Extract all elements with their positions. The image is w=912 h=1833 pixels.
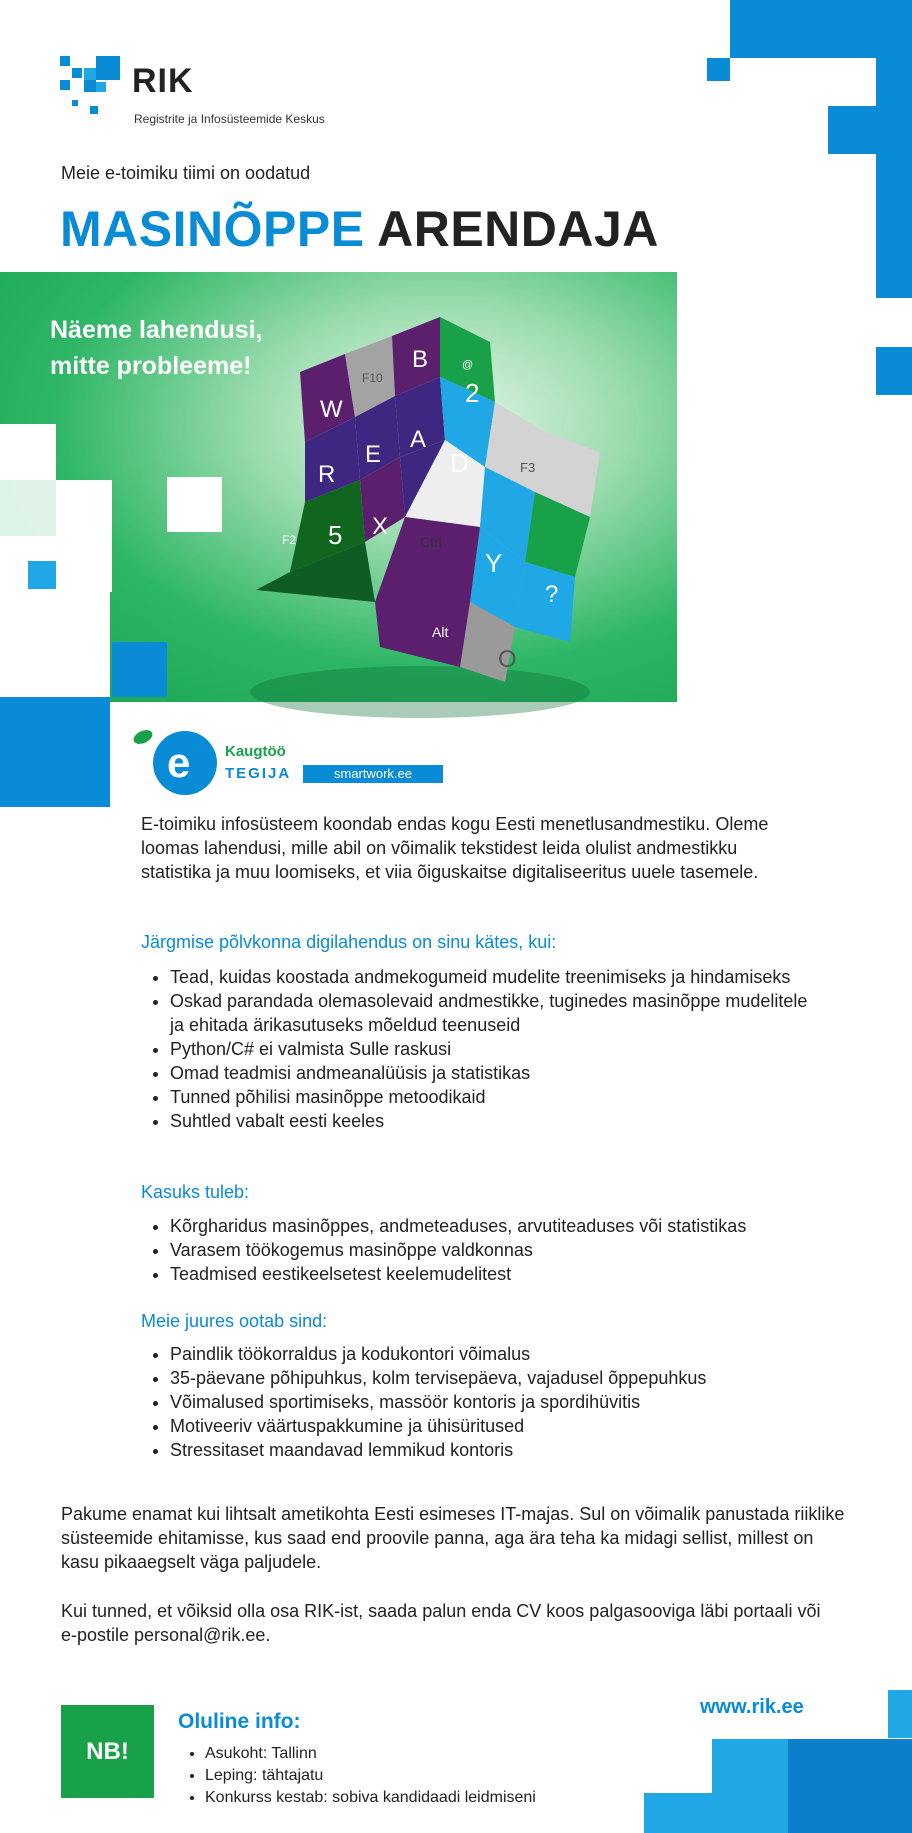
svg-text:X: X [372,513,389,540]
job-title [60,200,659,258]
info-heading: Oluline info: [178,1710,301,1733]
rik-logo-icon [60,56,124,120]
list-item: • Oskad parandada olemasolevaid andmestikke, tuginedes masinõppe mudelitele ja ehitada ärikasutuseks mõeldud teenuseid [170,989,820,1037]
svg-text:Alt: Alt [432,624,449,640]
list-item: • Teadmised eestikeelsetest keelemudelitest [170,1262,850,1286]
svg-text:A: A [410,426,427,453]
logo-subtitle: Registrite ja Infosüsteemide Keskus [134,112,325,126]
svg-text:F3: F3 [520,460,536,475]
offer-paragraph: Pakume enamat kui lihtsalt ametikohta Eesti esimeses IT-majas. Sul on võimalik panustada riiklike süsteemide ehitamisse, kus saad end proovile panna, aga ära teha ka midagi sellist, millest on kasu pikaaegselt väga paljudele. [61,1504,845,1572]
decor-square [712,1739,788,1793]
nb-badge: NB! [61,1705,154,1798]
requirements-list [141,965,820,1133]
list-item: • 35-päevane põhipuhkus, kolm tervisepäeva, vajadusel õppepuhkus [170,1366,850,1390]
list-item: • Varasem töökogemus masinõppe valdkonnas [170,1238,850,1262]
list-item: • Asukoht: Tallinn [205,1743,625,1765]
decor-square [888,1690,912,1738]
list-item: • Konkurss kestab: sobiva kandidaadi leidmiseni [205,1787,625,1809]
list-item: • Leping: tähtajatu [205,1765,625,1787]
decor-square [876,347,912,395]
svg-text:?: ? [545,581,559,608]
decor-square [828,106,876,154]
hero-slogan [50,312,263,384]
badge-smartwork-link[interactable]: smartwork.ee [303,765,443,783]
remote-work-badge [133,727,453,797]
info-list [178,1743,625,1809]
decor-square [730,0,912,58]
hero-slogan-line1: Näeme lahendusi, [50,316,263,344]
badge-tegija: TEGIJA [225,765,292,782]
list-item: • Võimalused sportimiseks, massöör kontoris ja spordihüvitis [170,1390,850,1414]
list-item: • Tunned põhilisi masinõppe metoodikaid [170,1085,820,1109]
list-item: • Omad teadmisi andmeanalüüsis ja statistikas [170,1061,820,1085]
rik-logo [60,56,360,126]
decor-square [876,58,912,298]
svg-text:O: O [498,646,517,673]
svg-text:Y: Y [485,548,503,578]
svg-text:D: D [450,448,469,478]
apply-paragraph: Kui tunned, et võiksid olla osa RIK-ist, saada palun enda CV koos palgasooviga läbi portaali või e-postile personal@rik.ee. [61,1601,821,1645]
svg-text:@: @ [462,359,474,371]
decor-square [707,58,730,81]
logo-wordmark: RIK [132,62,194,100]
list-item: • Tead, kuidas koostada andmekogumeid mudelite treenimiseks ja hindamiseks [170,965,820,989]
hero-slogan-line2: mitte probleeme! [50,352,252,380]
advantages-heading: Kasuks tuleb: [141,1182,250,1202]
svg-text:R: R [318,461,336,488]
svg-text:F10: F10 [362,371,383,385]
job-title-part2: ARENDAJA [377,201,659,257]
benefits-heading: Meie juures ootab sind: [141,1311,328,1331]
advantages-list [141,1214,850,1286]
svg-text:5: 5 [328,520,343,550]
requirements-heading: Järgmise põlvkonna digilahendus on sinu kätes, kui: [141,932,557,952]
decor-square [788,1793,912,1833]
website-link[interactable]: www.rik.ee [700,1696,804,1718]
svg-text:e: e [167,739,191,786]
benefits-list [141,1342,850,1462]
svg-text:W: W [320,396,343,423]
svg-text:E: E [365,441,382,468]
intro-text: Meie e-toimiku tiimi on oodatud [61,163,311,183]
job-title-part1: MASINÕPPE [60,201,365,257]
list-item: • Kõrgharidus masinõppes, andmeteaduses, arvutiteaduses või statistikas [170,1214,850,1238]
svg-text:Ctrl: Ctrl [420,534,442,550]
list-item: • Python/C# ei valmista Sulle raskusi [170,1037,820,1061]
list-item: • Suhtled vabalt eesti keeles [170,1109,820,1133]
svg-text:B: B [412,346,429,373]
svg-text:2: 2 [465,378,480,408]
list-item: • Paindlik töökorraldus ja kodukontori võimalus [170,1342,850,1366]
description-paragraph: E-toimiku infosüsteem koondab endas kogu Eesti menetlusandmestiku. Oleme loomas lahendusi, mille abil on võimalik tekstidest leida olulist andmestikku statistika ja muu loomiseks, et viia õiguskaitse digitaliseeritus uuele tasemele. [141,814,769,882]
svg-text:F2: F2 [282,533,297,547]
e-logo-icon [133,727,223,797]
list-item: • Stressitaset maandavad lemmikud kontoris [170,1438,850,1462]
badge-kaugtoo: Kaugtöö [225,743,286,760]
list-item: • Motiveeriv väärtuspakkumine ja ühisüritused [170,1414,850,1438]
